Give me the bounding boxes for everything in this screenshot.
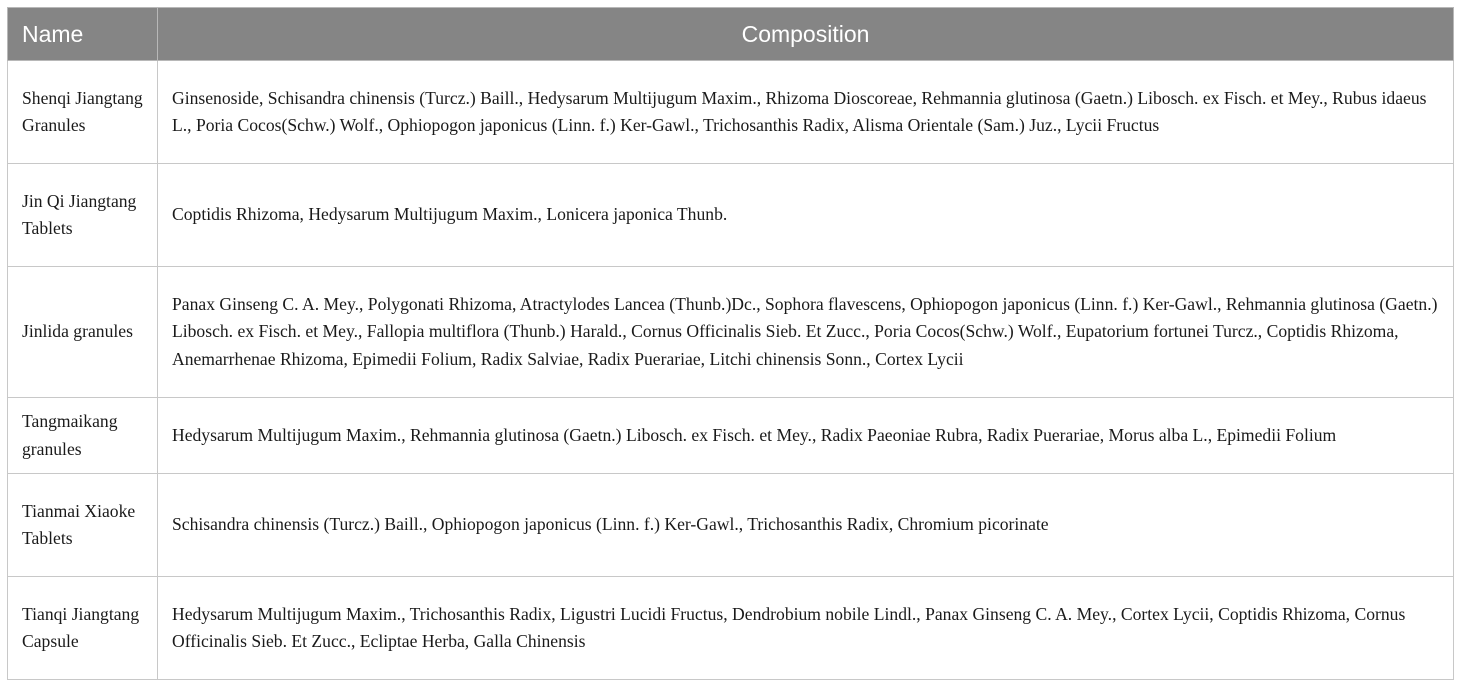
composition-cell: Hedysarum Multijugum Maxim., Rehmannia glutinosa (Gaetn.) Libosch. ex Fisch. et Mey., Radix Paeoniae Rubra, Radix Puerariae, Morus alba L., Epimedii Folium [158,398,1454,474]
name-cell: Tangmaikang granules [8,398,158,474]
table-row [8,164,1454,267]
name-cell: Shenqi Jiangtang Granules [8,61,158,164]
table-body [8,61,1454,680]
composition-cell: Ginsenoside, Schisandra chinensis (Turcz.) Baill., Hedysarum Multijugum Maxim., Rhizoma Dioscoreae, Rehmannia glutinosa (Gaetn.) Libosch. ex Fisch. et Mey., Rubus idaeus L., Poria Cocos(Schw.) Wolf., Ophiopogon japonicus (Linn. f.) Ker-Gawl., Trichosanthis Radix, Alisma Orientale (Sam.) Juz., Lycii Fructus [158,61,1454,164]
composition-table [7,7,1454,680]
table-row [8,474,1454,577]
name-cell: Tianqi Jiangtang Capsule [8,577,158,680]
name-cell: Jinlida granules [8,267,158,398]
composition-cell: Coptidis Rhizoma, Hedysarum Multijugum Maxim., Lonicera japonica Thunb. [158,164,1454,267]
table-row [8,61,1454,164]
table-header [8,8,1454,61]
table-row [8,267,1454,398]
composition-cell: Schisandra chinensis (Turcz.) Baill., Ophiopogon japonicus (Linn. f.) Ker-Gawl., Trichosanthis Radix, Chromium picorinate [158,474,1454,577]
column-header-composition: Composition [158,8,1454,61]
column-header-name: Name [8,8,158,61]
name-cell: Tianmai Xiaoke Tablets [8,474,158,577]
table-row [8,398,1454,474]
composition-cell: Panax Ginseng C. A. Mey., Polygonati Rhizoma, Atractylodes Lancea (Thunb.)Dc., Sophora flavescens, Ophiopogon japonicus (Linn. f.) Ker-Gawl., Rehmannia glutinosa (Gaetn.) Libosch. ex Fisch. et Mey., Fallopia multiflora (Thunb.) Harald., Cornus Officinalis Sieb. Et Zucc., Poria Cocos(Schw.) Wolf., Eupatorium fortunei Turcz., Coptidis Rhizoma, Anemarrhenae Rhizoma, Epimedii Folium, Radix Salviae, Radix Puerariae, Litchi chinensis Sonn., Cortex Lycii [158,267,1454,398]
composition-cell: Hedysarum Multijugum Maxim., Trichosanthis Radix, Ligustri Lucidi Fructus, Dendrobium nobile Lindl., Panax Ginseng C. A. Mey., Cortex Lycii, Coptidis Rhizoma, Cornus Officinalis Sieb. Et Zucc., Ecliptae Herba, Galla Chinensis [158,577,1454,680]
name-cell: Jin Qi Jiangtang Tablets [8,164,158,267]
header-row [8,8,1454,61]
composition-table-container [7,7,1453,680]
table-row [8,577,1454,680]
